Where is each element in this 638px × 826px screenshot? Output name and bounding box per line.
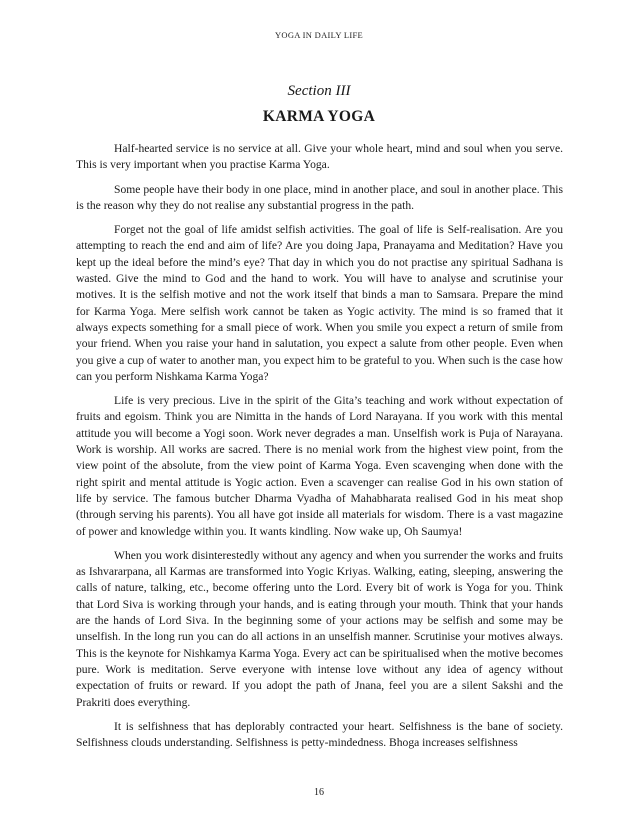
paragraph: Some people have their body in one place, mind in another place, and soul in another place. This is the reason why they do not realise any substantial progress in the path.: [76, 182, 563, 212]
paragraph: Life is very precious. Live in the spirit of the Gita’s teaching and work without expectation of fruits and egoism. Think you are Nimitta in the hands of Lord Narayana. If you work with this mental attitude you will become a Yogi soon. Work never degrades a man. Unselfish work is Puja of Narayana. Work is worship. All works are sacred. There is no menial work from the highest view point, from the view point of the absolute, from the view point of Karma Yoga. Even scavenging when done with the right spirit and mental attitude is Yogic action. Even a scavenger can realise God in his own station of life by service. The famous butcher Dharma Vyadha of Mahabharata realised God in his meat shop (through serving his parents). You all have got inside all materials for wisdom. There is a vast magazine of power and knowledge within you. It wants kindling. Now wake up, Oh Saumya!: [76, 394, 563, 538]
paragraph: Half-hearted service is no service at all. Give your whole heart, mind and soul when you serve. This is very important when you practise Karma Yoga.: [76, 142, 563, 172]
paragraph: Forget not the goal of life amidst selfish activities. The goal of life is Self-realisation. Are you attempting to reach the end and aim of life? Are you doing Japa, Pranayama and Meditation? Have you kept up the ideal before the mind’s eye? That day in which you do not practise any spiritual Sadhana is wasted. Give the mind to God and the hand to work. You will have to analyse and scrutinise your motives. It is the selfish motive and not the work itself that binds a man to Samsara. Prepare the mind for Karma Yoga. Mere selfish work cannot be taken as Yogic activity. The mind is so framed that it always expects something for a small piece of work. When you smile you expect a return of smile from your friend. When you raise your hand in salutation, you expect a salute from other people. Even when you give a cup of water to another man, you expect him to be grateful to you. When such is the case how can you perform Nishkama Karma Yoga?: [76, 223, 563, 383]
chapter-title: KARMA YOGA: [262, 108, 376, 125]
paragraph: It is selfishness that has deplorably contracted your heart. Selfishness is the bane of society. Selfishness clouds understanding. Selfishness is petty-mindedness. Bhoga increases selfishness: [76, 719, 563, 750]
body-text: [76, 141, 563, 759]
running-header: YOGA IN DAILY LIFE: [274, 30, 364, 40]
section-label: Section III: [287, 83, 351, 99]
paragraph: When you work disinterestedly without any agency and when you surrender the works and fruits as Ishvararpana, all Karmas are transformed into Yogic Kriyas. Walking, eating, sleeping, answering the calls of nature, talking, etc., become offering unto the Lord. Every bit of work is Yoga for you. Think that Lord Siva is working through your hands, and is eating through your mouth. Think that your hands are the hands of Lord Siva. In the beginning some of your actions may be selfish and some may be unselfish. In the long run you can do all actions in an unselfish manner. Scrutinise your motives always. This is the keynote for Nishkamya Karma Yoga. Every act can be spiritualised when the motive becomes pure. Work is meditation. Serve everyone with intense love without any idea of agency without expectation of fruits or reward. If you adopt the path of Jnana, feel you are a silent Sakshi and the Prakriti does everything.: [76, 548, 563, 709]
page-number: 16: [314, 787, 324, 798]
